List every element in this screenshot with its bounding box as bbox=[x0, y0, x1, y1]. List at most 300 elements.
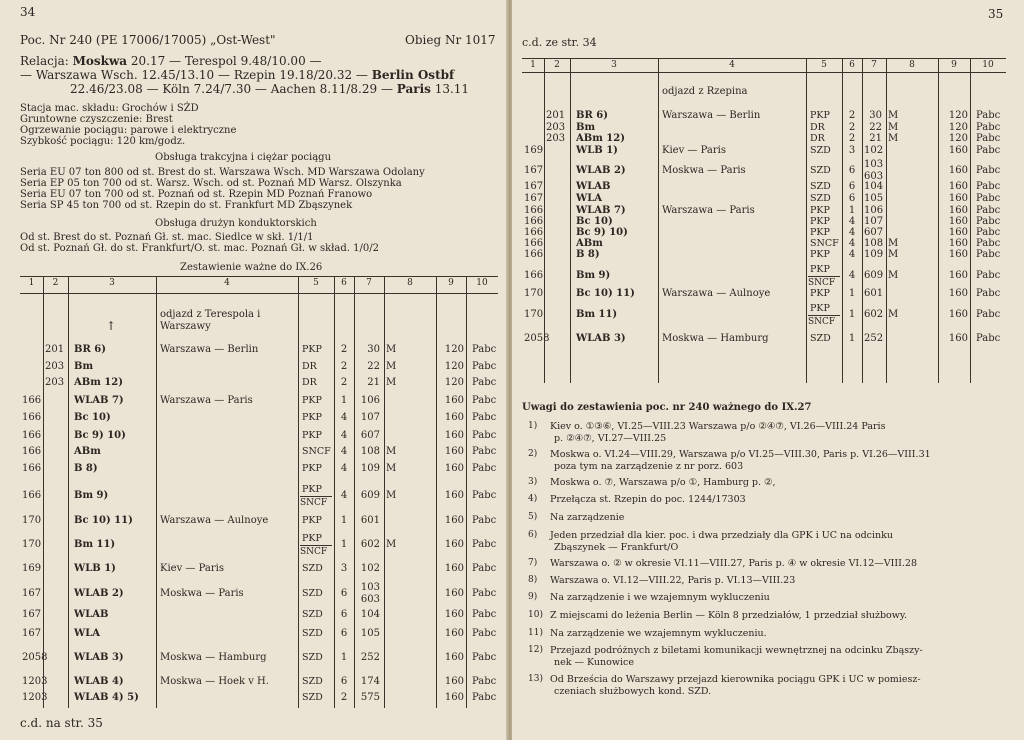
route: Moskwa — Hamburg bbox=[160, 652, 267, 663]
speed: 160 bbox=[948, 216, 968, 227]
car-type: WLA bbox=[74, 628, 101, 639]
note-text: Jeden przedział dla kier. poc. i dwa przedziały dla GPK i UC na odcinku bbox=[550, 530, 893, 541]
train-number: 169 bbox=[22, 563, 42, 574]
speed: 120 bbox=[444, 377, 464, 388]
class: Pabc bbox=[472, 430, 497, 441]
route: Kiev — Paris bbox=[160, 563, 224, 574]
car-position-alt: 603 bbox=[864, 171, 884, 182]
speed: 160 bbox=[444, 412, 464, 423]
car-number: 203 bbox=[45, 361, 65, 372]
column-8-value: M bbox=[386, 344, 397, 355]
car-type: WLAB 4) bbox=[74, 676, 124, 687]
column-6-value: 2 bbox=[340, 377, 348, 388]
column-6-value: 4 bbox=[340, 490, 348, 501]
note-number: 12) bbox=[528, 645, 543, 655]
note-text: Moskwa o. VI.24—VIII.29, Warszawa p/o VI.25—VIII.30, Paris p. VI.26—VIII.31 bbox=[550, 449, 931, 460]
speed: 160 bbox=[948, 227, 968, 238]
car-position: 107 bbox=[360, 412, 380, 423]
column-6-value: 2 bbox=[848, 122, 856, 133]
car-type: WLB 1) bbox=[576, 145, 618, 156]
class: Pabc bbox=[976, 110, 1001, 121]
train-number: 167 bbox=[524, 193, 544, 204]
car-number: 203 bbox=[546, 133, 566, 144]
column-6-value: 2 bbox=[340, 692, 348, 703]
traction-line: Seria EP 05 ton 700 od st. Warsz. Wsch. od st. Poznań MD Warsz. Olszynka bbox=[20, 178, 402, 189]
car-position: 109 bbox=[360, 463, 380, 474]
railway-admin: PKP bbox=[810, 264, 830, 275]
train-number: 166 bbox=[524, 238, 544, 249]
table-rule bbox=[522, 72, 1006, 73]
relacja-line-1: Relacja: Moskwa 20.17 — Terespol 9.48/10.00 — bbox=[20, 54, 322, 68]
column-6-value: 4 bbox=[340, 430, 348, 441]
railway-admin: PKP bbox=[810, 227, 830, 238]
car-position: 104 bbox=[360, 609, 380, 620]
train-number: 169 bbox=[524, 145, 544, 156]
railway-admin: PKP bbox=[302, 463, 322, 474]
column-6-value: 4 bbox=[340, 463, 348, 474]
train-number: 167 bbox=[524, 165, 544, 176]
speed: 160 bbox=[444, 463, 464, 474]
column-8-value: M bbox=[888, 249, 899, 260]
route: Warszawa — Paris bbox=[160, 395, 253, 406]
car-position: 109 bbox=[864, 249, 884, 260]
car-number: 203 bbox=[45, 377, 65, 388]
note-number: 13) bbox=[528, 674, 543, 684]
route: Warszawa — Aulnoye bbox=[160, 515, 269, 526]
column-header: 6 bbox=[341, 278, 347, 288]
info-line: Gruntowne czyszczenie: Brest bbox=[20, 114, 173, 125]
car-position: 105 bbox=[864, 193, 884, 204]
note-text: nek — Kunowice bbox=[554, 657, 634, 668]
column-6-value: 6 bbox=[848, 193, 856, 204]
notes-heading: Uwagi do zestawienia poc. nr 240 ważnego do IX.27 bbox=[522, 402, 812, 413]
column-header: 2 bbox=[52, 278, 59, 288]
column-header: 4 bbox=[224, 278, 230, 288]
speed: 160 bbox=[948, 309, 968, 320]
column-6-value: 4 bbox=[848, 238, 856, 249]
car-type: WLAB 4) 5) bbox=[74, 692, 139, 703]
train-number: 166 bbox=[524, 227, 544, 238]
column-6-value: 2 bbox=[340, 344, 348, 355]
page-number-right: 35 bbox=[988, 7, 1004, 21]
note-text: Warszawa o. ② w okresie VI.11—VIII.27, Paris p. ④ w okresie VI.12—VIII.28 bbox=[550, 558, 918, 569]
column-6-value: 2 bbox=[848, 133, 856, 144]
car-type: Bc 9) 10) bbox=[576, 227, 628, 238]
car-type: BR 6) bbox=[576, 110, 608, 121]
car-position: 252 bbox=[360, 652, 380, 663]
car-position: 103 bbox=[864, 159, 884, 170]
column-6-value: 6 bbox=[340, 676, 348, 687]
speed: 160 bbox=[444, 539, 464, 550]
note-number: 11) bbox=[528, 628, 543, 638]
column-rule bbox=[938, 58, 939, 383]
class: Pabc bbox=[472, 344, 497, 355]
class: Pabc bbox=[472, 676, 497, 687]
column-header: 3 bbox=[109, 278, 115, 288]
note-number: 10) bbox=[528, 610, 543, 620]
column-6-value: 4 bbox=[340, 446, 348, 457]
note-number: 3) bbox=[528, 477, 538, 487]
car-type: ABm bbox=[576, 238, 603, 249]
page-number-left: 34 bbox=[20, 5, 36, 19]
column-6-value: 6 bbox=[340, 628, 348, 639]
train-number: 166 bbox=[22, 463, 42, 474]
car-type: WLAB 3) bbox=[74, 652, 124, 663]
column-6-value: 4 bbox=[848, 216, 856, 227]
car-position: 22 bbox=[367, 361, 380, 372]
class: Pabc bbox=[976, 165, 1001, 176]
column-header: 10 bbox=[476, 278, 488, 288]
car-type: Bc 10) 11) bbox=[576, 288, 635, 299]
railway-admin-alt: SNCF bbox=[300, 498, 328, 508]
column-header: 4 bbox=[729, 60, 735, 70]
class: Pabc bbox=[976, 227, 1001, 238]
car-type: Bc 10) bbox=[576, 216, 613, 227]
class: Pabc bbox=[472, 628, 497, 639]
train-number: 170 bbox=[22, 515, 42, 526]
column-6-value: 6 bbox=[340, 609, 348, 620]
column-rule bbox=[156, 276, 157, 708]
route: Moskwa — Hoek v H. bbox=[160, 676, 269, 687]
train-number: 167 bbox=[22, 628, 42, 639]
column-8-value: M bbox=[386, 446, 397, 457]
column-8-value: M bbox=[888, 238, 899, 249]
class: Pabc bbox=[472, 377, 497, 388]
speed: 160 bbox=[444, 515, 464, 526]
route: Warszawa — Berlin bbox=[160, 344, 259, 355]
note-text: Na zarządzenie i we wzajemnym wykluczeniu bbox=[550, 592, 770, 603]
column-8-value: M bbox=[386, 377, 397, 388]
railway-admin: PKP bbox=[302, 430, 322, 441]
column-header: 1 bbox=[530, 60, 536, 70]
speed: 120 bbox=[444, 344, 464, 355]
column-6-value: 4 bbox=[848, 270, 856, 281]
note-text: Z miejscami do leżenia Berlin — Köln 8 przedziałów, 1 przedział służbowy. bbox=[550, 610, 908, 621]
car-position: 104 bbox=[864, 181, 884, 192]
class: Pabc bbox=[472, 609, 497, 620]
column-6-value: 6 bbox=[848, 165, 856, 176]
note-text: p. ②④⑦, VI.27—VIII.25 bbox=[554, 433, 667, 444]
speed: 160 bbox=[444, 446, 464, 457]
railway-admin: PKP bbox=[302, 395, 322, 406]
column-6-value: 4 bbox=[848, 227, 856, 238]
car-number: 203 bbox=[546, 122, 566, 133]
train-title: Poc. Nr 240 (PE 17006/17005) „Ost-West" bbox=[20, 33, 276, 47]
speed: 160 bbox=[444, 652, 464, 663]
column-6-value: 4 bbox=[340, 412, 348, 423]
car-type: WLAB 7) bbox=[74, 395, 124, 406]
class: Pabc bbox=[472, 395, 497, 406]
note-text: Kiev o. ①③⑥, VI.25—VIII.23 Warszawa p/o ②④⑦, VI.26—VIII.24 Paris bbox=[550, 421, 886, 432]
class: Pabc bbox=[976, 216, 1001, 227]
car-position: 601 bbox=[864, 288, 884, 299]
car-position: 252 bbox=[864, 333, 884, 344]
car-position: 108 bbox=[864, 238, 884, 249]
column-rule bbox=[886, 58, 887, 383]
car-type: Bc 10) 11) bbox=[74, 515, 133, 526]
column-rule bbox=[658, 58, 659, 383]
car-type: Bm bbox=[74, 361, 94, 372]
column-header: 9 bbox=[448, 278, 454, 288]
train-number: 167 bbox=[524, 181, 544, 192]
info-line: Szybkość pociągu: 120 km/godz. bbox=[20, 136, 186, 147]
column-rule bbox=[354, 276, 355, 708]
column-rule bbox=[384, 276, 385, 708]
route: Warszawa — Aulnoye bbox=[662, 288, 771, 299]
column-6-value: 1 bbox=[340, 395, 348, 406]
column-header: 2 bbox=[554, 60, 560, 70]
column-6-value: 1 bbox=[340, 652, 348, 663]
note-text: Zbąszynek — Frankfurt/O bbox=[554, 542, 679, 553]
column-rule bbox=[970, 58, 971, 383]
column-rule bbox=[68, 276, 69, 708]
car-type: Bm 11) bbox=[74, 539, 116, 550]
speed: 160 bbox=[948, 193, 968, 204]
speed: 160 bbox=[948, 165, 968, 176]
column-rule bbox=[298, 276, 299, 708]
railway-admin: PKP bbox=[810, 303, 830, 314]
railway-admin: DR bbox=[302, 361, 317, 372]
speed: 160 bbox=[444, 588, 464, 599]
speed: 120 bbox=[948, 122, 968, 133]
column-8-value: M bbox=[888, 110, 899, 121]
speed: 160 bbox=[948, 333, 968, 344]
train-number: 1203 bbox=[22, 676, 48, 687]
class: Pabc bbox=[472, 692, 497, 703]
route: Kiev — Paris bbox=[662, 145, 726, 156]
route: Warszawa — Berlin bbox=[662, 110, 761, 121]
class: Pabc bbox=[976, 249, 1001, 260]
column-6-value: 1 bbox=[340, 515, 348, 526]
car-type: Bm 9) bbox=[576, 270, 611, 281]
train-number: 170 bbox=[524, 309, 544, 320]
railway-admin: SZD bbox=[810, 165, 831, 176]
railway-admin: PKP bbox=[810, 216, 830, 227]
car-type: WLAB 3) bbox=[576, 333, 626, 344]
note-number: 1) bbox=[528, 421, 538, 431]
continued-header: c.d. ze str. 34 bbox=[522, 36, 597, 49]
class: Pabc bbox=[976, 309, 1001, 320]
railway-admin-alt: SNCF bbox=[300, 547, 328, 557]
column-6-value: 1 bbox=[848, 205, 856, 216]
table-rule bbox=[20, 276, 498, 277]
car-type: ABm 12) bbox=[74, 377, 123, 388]
column-header: 10 bbox=[982, 60, 994, 70]
railway-admin: SZD bbox=[302, 588, 323, 599]
railway-admin: SZD bbox=[810, 145, 831, 156]
column-rule bbox=[842, 58, 843, 383]
column-8-value: M bbox=[888, 270, 899, 281]
column-6-value: 6 bbox=[848, 181, 856, 192]
class: Pabc bbox=[976, 145, 1001, 156]
right-page bbox=[512, 0, 1024, 740]
class: Pabc bbox=[976, 193, 1001, 204]
train-number: 167 bbox=[22, 609, 42, 620]
column-rule bbox=[436, 276, 437, 708]
class: Pabc bbox=[472, 446, 497, 457]
column-header: 8 bbox=[407, 278, 413, 288]
table-rule bbox=[522, 58, 1006, 59]
train-number: 166 bbox=[22, 395, 42, 406]
up-arrow-icon: ↑ bbox=[106, 319, 117, 333]
traction-line: Seria EU 07 ton 800 od st. Brest do st. Warszawa Wsch. MD Warszawa Odolany bbox=[20, 167, 425, 178]
speed: 160 bbox=[948, 205, 968, 216]
speed: 160 bbox=[444, 609, 464, 620]
railway-admin: SZD bbox=[810, 333, 831, 344]
column-header: 3 bbox=[611, 60, 617, 70]
train-number: 2058 bbox=[22, 652, 48, 663]
relacja-line-3: 22.46/23.08 — Köln 7.24/7.30 — Aachen 8.11/8.29 — Paris 13.11 bbox=[70, 82, 470, 96]
train-number: 166 bbox=[22, 430, 42, 441]
car-type: WLAB 2) bbox=[74, 588, 124, 599]
note-text: Moskwa o. ⑦, Warszawa p/o ①, Hamburg p. ②, bbox=[550, 477, 776, 488]
note-text: Na zarządzenie we wzajemnym wykluczeniu. bbox=[550, 628, 767, 639]
car-position: 21 bbox=[367, 377, 380, 388]
train-number: 170 bbox=[524, 288, 544, 299]
railway-admin: SZD bbox=[302, 609, 323, 620]
car-type: WLAB 2) bbox=[576, 165, 626, 176]
note-text: Od Brześcia do Warszawy przejazd kierownika pociągu GPK i UC w pomiesz- bbox=[550, 674, 921, 685]
car-type: Bm bbox=[576, 122, 596, 133]
railway-admin: PKP bbox=[302, 344, 322, 355]
note-number: 8) bbox=[528, 575, 538, 585]
train-number: 166 bbox=[524, 205, 544, 216]
car-position: 602 bbox=[360, 539, 380, 550]
class: Pabc bbox=[472, 361, 497, 372]
car-number: 201 bbox=[546, 110, 566, 121]
note-text: Przejazd podróżnych z biletami komunikacji wewnętrznej na odcinku Zbąszy- bbox=[550, 645, 923, 656]
note-text: Przełącza st. Rzepin do poc. 1244/17303 bbox=[550, 494, 746, 505]
car-position: 601 bbox=[360, 515, 380, 526]
column-header: 7 bbox=[366, 278, 372, 288]
route: Moskwa — Hamburg bbox=[662, 333, 769, 344]
railway-admin: SNCF bbox=[302, 446, 331, 457]
car-type: ABm 12) bbox=[576, 133, 625, 144]
car-position: 106 bbox=[864, 205, 884, 216]
train-number: 166 bbox=[22, 446, 42, 457]
column-6-value: 1 bbox=[848, 288, 856, 299]
railway-admin: SZD bbox=[302, 652, 323, 663]
note-number: 2) bbox=[528, 449, 538, 459]
speed: 160 bbox=[444, 563, 464, 574]
railway-admin: PKP bbox=[810, 110, 830, 121]
traction-line: Seria SP 45 ton 700 od st. Rzepin do st. Frankfurt MD Zbąszynek bbox=[20, 200, 353, 211]
class: Pabc bbox=[976, 270, 1001, 281]
column-header: 8 bbox=[909, 60, 915, 70]
note-number: 6) bbox=[528, 530, 538, 540]
column-header: 6 bbox=[849, 60, 855, 70]
speed: 160 bbox=[948, 145, 968, 156]
car-number: 201 bbox=[45, 344, 65, 355]
class: Pabc bbox=[472, 490, 497, 501]
car-position: 602 bbox=[864, 309, 884, 320]
table-rule bbox=[20, 293, 498, 294]
car-type: WLAB bbox=[576, 181, 611, 192]
train-number: 166 bbox=[22, 412, 42, 423]
railway-admin: PKP bbox=[302, 515, 322, 526]
class: Pabc bbox=[976, 333, 1001, 344]
zestawienie-heading: Zestawienie ważne do IX.26 bbox=[180, 262, 323, 273]
car-type: BR 6) bbox=[74, 344, 106, 355]
car-type: Bc 10) bbox=[74, 412, 111, 423]
route: Warszawa — Paris bbox=[662, 205, 755, 216]
train-number: 2058 bbox=[524, 333, 550, 344]
crew-line: Od st. Brest do st. Poznań Gł. st. mac. Siedlce w skł. 1/1/1 bbox=[20, 232, 314, 243]
route: Moskwa — Paris bbox=[160, 588, 244, 599]
speed: 160 bbox=[948, 238, 968, 249]
note-text: poza tym na zarządzenie z nr porz. 603 bbox=[554, 461, 744, 472]
car-position: 21 bbox=[869, 133, 882, 144]
speed: 160 bbox=[948, 249, 968, 260]
crew-line: Od st. Poznań Gł. do st. Frankfurt/O. st. mac. Poznań Gł. w skład. 1/0/2 bbox=[20, 243, 379, 254]
class: Pabc bbox=[976, 288, 1001, 299]
class: Pabc bbox=[472, 463, 497, 474]
column-8-value: M bbox=[386, 463, 397, 474]
traction-line: Seria EU 07 ton 700 od st. Poznań od st. Rzepin MD Poznań Franowo bbox=[20, 189, 373, 200]
speed: 160 bbox=[948, 181, 968, 192]
railway-admin: PKP bbox=[810, 249, 830, 260]
car-type: Bm 11) bbox=[576, 309, 618, 320]
train-number: 167 bbox=[22, 588, 42, 599]
column-rule bbox=[570, 58, 571, 383]
speed: 120 bbox=[948, 133, 968, 144]
railway-admin: PKP bbox=[810, 205, 830, 216]
class: Pabc bbox=[472, 563, 497, 574]
railway-admin: SNCF bbox=[810, 238, 839, 249]
route: Moskwa — Paris bbox=[662, 165, 746, 176]
car-type: Bm 9) bbox=[74, 490, 109, 501]
speed: 160 bbox=[948, 288, 968, 299]
column-rule bbox=[862, 58, 863, 383]
info-line: Ogrzewanie pociągu: parowe i elektryczne bbox=[20, 125, 237, 136]
column-header: 1 bbox=[28, 278, 35, 288]
speed: 160 bbox=[444, 490, 464, 501]
column-rule bbox=[334, 276, 335, 708]
class: Pabc bbox=[472, 652, 497, 663]
column-header: 7 bbox=[871, 60, 877, 70]
speed: 120 bbox=[444, 361, 464, 372]
railway-admin-alt: SNCF bbox=[808, 278, 836, 288]
car-position: 103 bbox=[360, 582, 380, 593]
car-position: 30 bbox=[367, 344, 380, 355]
class: Pabc bbox=[976, 133, 1001, 144]
car-type: B 8) bbox=[576, 249, 600, 260]
column-header: 5 bbox=[821, 60, 827, 70]
car-position: 609 bbox=[864, 270, 884, 281]
column-8-value: M bbox=[386, 539, 397, 550]
column-8-value: M bbox=[888, 122, 899, 133]
car-position: 106 bbox=[360, 395, 380, 406]
railway-admin: DR bbox=[810, 133, 825, 144]
note-number: 9) bbox=[528, 592, 538, 602]
car-position: 174 bbox=[360, 676, 380, 687]
car-position: 108 bbox=[360, 446, 380, 457]
car-position: 105 bbox=[360, 628, 380, 639]
column-header: 9 bbox=[951, 60, 957, 70]
crew-heading: Obsługa drużyn konduktorskich bbox=[155, 218, 317, 229]
car-type: WLAB bbox=[74, 609, 109, 620]
train-number: 170 bbox=[22, 539, 42, 550]
car-position: 607 bbox=[360, 430, 380, 441]
note-number: 7) bbox=[528, 558, 538, 568]
railway-admin: PKP bbox=[302, 412, 322, 423]
traction-heading: Obsługa trakcyjna i ciężar pociągu bbox=[155, 152, 332, 163]
speed: 160 bbox=[444, 676, 464, 687]
railway-admin: SZD bbox=[302, 628, 323, 639]
column-rule bbox=[806, 58, 807, 383]
column-header: 5 bbox=[313, 278, 319, 288]
car-type: Bc 9) 10) bbox=[74, 430, 126, 441]
